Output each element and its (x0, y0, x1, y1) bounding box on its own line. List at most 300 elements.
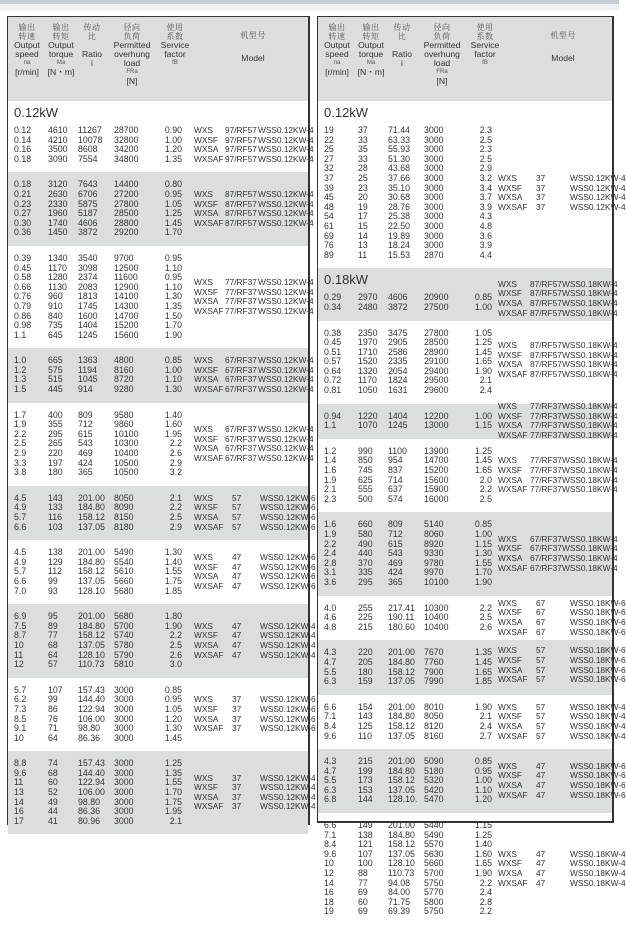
cell-output-speed: 8.8 (14, 758, 27, 769)
model-motor: WSS0.12KW-6 (260, 561, 316, 572)
cell-ratio: 110.73 (78, 659, 105, 670)
cell-output-speed: 7.3 (14, 703, 27, 714)
model-motor: WSS0.12KW-6 (260, 521, 316, 532)
header-symbol: na (333, 60, 341, 66)
model-motor: WSS0.12KW-4 (260, 772, 316, 783)
model-series: WXS (194, 355, 213, 366)
cell-ratio: 184.80 (78, 556, 105, 567)
power-rating-heading: 0.12kW (324, 105, 369, 120)
cell-output-torque: 1170 (48, 262, 67, 273)
cell-overhung-load: 28500 (114, 208, 139, 219)
table-group (318, 268, 618, 320)
model-series: WXSA (498, 420, 523, 431)
cell-output-speed: 0.29 (324, 292, 342, 303)
cell-service-factor: 2.5 (169, 639, 182, 650)
cell-overhung-load: 29500 (424, 375, 449, 386)
cell-service-factor: 1.55 (164, 566, 182, 577)
cell-ratio: 615 (388, 538, 403, 549)
cell-service-factor: 1.25 (164, 758, 182, 769)
cell-output-torque: 121 (358, 839, 373, 850)
model-motor: WSS0.12KW-6 (260, 694, 316, 705)
model-series: WXS (498, 701, 517, 712)
table-row (318, 495, 612, 505)
header-col-ratio (388, 23, 416, 68)
cell-output-speed: 1.1 (324, 420, 337, 431)
cell-output-speed: 0.16 (14, 144, 32, 155)
header-cn-label: 输出 转矩 (362, 23, 380, 41)
cell-output-speed: 18 (324, 896, 334, 907)
cell-service-factor: 1.35 (474, 647, 492, 658)
cell-output-torque: 77 (358, 877, 368, 888)
cell-output-speed: 1.4 (324, 455, 337, 466)
cell-output-torque: 199 (358, 765, 373, 776)
cell-overhung-load: 5800 (424, 896, 444, 907)
model-size: 47 (232, 571, 242, 582)
cell-output-torque: 295 (48, 428, 63, 439)
cell-overhung-load: 10500 (114, 457, 139, 468)
model-size: 67/RF37 (225, 384, 257, 395)
cell-overhung-load: 3000 (114, 713, 134, 724)
cell-overhung-load: 3000 (424, 144, 444, 155)
cell-ratio: 55.93 (388, 144, 411, 155)
table-group (318, 101, 626, 268)
cell-output-speed: 2.3 (324, 493, 337, 504)
cell-ratio: 714 (388, 474, 403, 485)
model-motor: WSS0.12KW-4 (258, 144, 314, 155)
header-en-label: Output (14, 40, 40, 50)
cell-output-speed: 0.76 (14, 291, 32, 302)
table-row (318, 907, 612, 917)
model-size: 67/RF37 (225, 374, 257, 385)
table-row (318, 795, 612, 805)
model-series: WXSF (194, 364, 218, 375)
cell-output-torque: 17 (358, 211, 368, 222)
cell-output-torque: 143 (358, 711, 373, 722)
cell-output-speed: 0.30 (14, 217, 32, 228)
cell-overhung-load: 9860 (114, 419, 134, 430)
cell-output-torque: 2480 (358, 301, 378, 312)
cell-ratio: 144.40 (78, 767, 105, 778)
model-motor: WSS0.12KW-6 (260, 512, 316, 522)
model-size: 37 (536, 192, 546, 203)
model-motor: WSS0.12KW-6 (260, 551, 316, 562)
model-series: WXSA (194, 208, 219, 219)
cell-overhung-load: 5180 (424, 765, 444, 776)
cell-output-speed: 9.1 (14, 723, 27, 734)
cell-ratio: 1600 (78, 310, 98, 321)
model-size: 67/RF37 (225, 364, 257, 375)
cell-ratio: 28.76 (388, 201, 411, 212)
table-group (8, 678, 316, 752)
cell-output-torque: 35 (358, 144, 368, 155)
cell-output-torque: 745 (358, 465, 373, 476)
model-size: 57 (536, 674, 546, 685)
cell-overhung-load: 15600 (424, 474, 449, 485)
cell-output-torque: 500 (358, 493, 373, 504)
cell-output-speed: 0.98 (14, 320, 32, 331)
model-motor: WSS0.18KW-6 (570, 626, 626, 637)
cell-output-torque: 64 (48, 649, 58, 660)
model-series: WXS (498, 848, 517, 859)
model-series: WXS (498, 597, 517, 608)
cell-output-speed: 0.86 (14, 310, 32, 321)
cell-output-speed: 0.72 (324, 375, 342, 386)
model-size: 57 (232, 512, 242, 522)
cell-output-speed: 61 (324, 220, 334, 231)
header-col-model (208, 31, 298, 63)
model-size: 47 (536, 858, 546, 869)
header-en-label: speed (325, 49, 349, 59)
cell-ratio: 158.12 (388, 720, 415, 731)
cell-ratio: 158.12 (78, 512, 105, 522)
cell-service-factor: 1.15 (474, 820, 492, 831)
cell-output-speed: 6.6 (324, 701, 337, 712)
cell-overhung-load: 27800 (424, 327, 449, 338)
cell-service-factor: 2.2 (169, 630, 182, 641)
cell-service-factor: 1.35 (164, 767, 182, 778)
cell-output-torque: 1220 (358, 410, 378, 421)
cell-service-factor: 1.05 (164, 198, 182, 209)
cell-output-torque: 68 (48, 639, 58, 650)
cell-ratio: 128.10 (78, 649, 105, 660)
table-row (8, 228, 308, 238)
cell-output-speed: 8.4 (324, 839, 337, 850)
cell-service-factor: 1.50 (164, 310, 182, 321)
model-motor: WSS0.18KW-4 (562, 465, 618, 476)
cell-ratio: 1404 (78, 320, 98, 331)
cell-output-torque: 1050 (358, 385, 378, 396)
cell-ratio: 1194 (78, 364, 97, 375)
cell-overhung-load: 5680 (114, 611, 134, 622)
model-size: 77/RF37 (225, 296, 257, 307)
cell-ratio: 15.53 (388, 249, 411, 260)
cell-service-factor: 1.45 (474, 346, 492, 357)
model-series: WXSA (194, 443, 219, 454)
cell-ratio: 201.00 (388, 820, 415, 831)
model-series: WXSAF (498, 429, 528, 440)
cell-output-torque: 4210 (48, 134, 68, 145)
cell-output-torque: 44 (48, 806, 58, 817)
cell-output-speed: 4.9 (14, 556, 27, 567)
cell-output-torque: 225 (358, 612, 373, 623)
cell-ratio: 19.89 (388, 230, 411, 241)
cell-output-torque: 220 (48, 448, 63, 459)
model-size: 47 (232, 580, 242, 591)
cell-ratio: 18.24 (388, 240, 411, 251)
cell-overhung-load: 13900 (424, 445, 449, 456)
model-motor: WSS0.18KW-4 (562, 552, 618, 563)
cell-output-torque: 355 (48, 419, 63, 430)
cell-output-speed: 0.39 (14, 252, 32, 263)
header-en-label: Model (551, 53, 575, 63)
cell-ratio: 954 (388, 455, 403, 466)
cell-output-torque: 25 (358, 172, 368, 183)
cell-ratio: 8608 (78, 144, 98, 155)
cell-ratio: 574 (388, 493, 403, 504)
cell-service-factor: 1.70 (164, 227, 182, 238)
cell-service-factor: 1.35 (164, 300, 182, 311)
model-motor: WSS0.18KW-4 (562, 533, 618, 544)
cell-output-speed: 8.4 (324, 720, 337, 731)
cell-output-speed: 0.18 (14, 153, 32, 164)
model-series: WXSA (498, 780, 523, 791)
cell-service-factor: 0.95 (164, 188, 182, 199)
cell-output-speed: 14 (324, 877, 334, 888)
model-size: 77/RF37 (530, 401, 562, 412)
model-motor: WSS0.18KW-4 (562, 401, 618, 412)
cell-output-torque: 69 (358, 887, 368, 898)
header-symbol: fB (482, 60, 488, 66)
cell-output-torque: 15 (358, 220, 368, 231)
cell-service-factor: 1.90 (164, 620, 182, 631)
header-en-label: Ratio (391, 49, 413, 59)
cell-ratio: 122.94 (78, 777, 105, 788)
model-size: 57 (536, 664, 546, 675)
model-size: 67/RF37 (225, 355, 257, 366)
model-motor: WSS0.18KW-4 (562, 410, 618, 421)
cell-output-torque: 19 (358, 201, 368, 212)
cell-ratio: 3098 (78, 262, 98, 273)
model-size: 37 (232, 772, 242, 783)
cell-overhung-load: 34200 (114, 144, 139, 155)
model-motor: WSS0.18KW-4 (562, 484, 618, 495)
cell-output-speed: 27 (324, 153, 334, 164)
model-size: 67 (536, 616, 546, 627)
cell-ratio: 217.41 (388, 602, 415, 613)
cell-overhung-load: 5320 (424, 775, 444, 786)
cell-output-torque: 445 (48, 384, 63, 395)
cell-ratio: 5187 (78, 208, 98, 219)
cell-service-factor: 1.40 (164, 556, 182, 567)
model-series: WXS (194, 772, 213, 783)
cell-ratio: 201.00 (78, 611, 105, 622)
header-unit: [N] (126, 76, 138, 86)
model-motor: WSS0.18KW-4 (562, 562, 618, 573)
model-motor: WSS0.18KW-6 (570, 607, 626, 618)
model-series: WXSF (498, 770, 522, 781)
cell-service-factor: 1.85 (474, 676, 492, 687)
header-en-label: Service (160, 40, 190, 50)
table-body (8, 101, 316, 834)
cell-overhung-load: 7990 (424, 676, 444, 687)
cell-output-speed: 2.9 (14, 448, 27, 459)
cell-output-speed: 4.7 (324, 765, 337, 776)
cell-output-speed: 10 (14, 639, 24, 650)
model-motor: WSS0.12KW-4 (258, 364, 314, 375)
cell-output-torque: 20 (358, 192, 368, 203)
model-size: 87/RF57 (225, 198, 257, 209)
cell-output-torque: 370 (358, 557, 373, 568)
model-motor: WSS0.12KW-4 (258, 198, 314, 209)
cell-output-speed: 10 (324, 858, 334, 869)
cell-output-torque: 850 (358, 455, 373, 466)
model-motor: WSS0.18KW-4 (562, 339, 618, 350)
cell-service-factor: 3.2 (479, 172, 492, 183)
cell-ratio: 2905 (388, 337, 408, 348)
model-series: WXSA (498, 552, 523, 563)
cell-overhung-load: 5570 (424, 839, 444, 850)
model-series: WXSAF (498, 484, 528, 495)
table-row (8, 331, 308, 341)
model-size: 37 (232, 723, 242, 734)
table-group (318, 640, 626, 694)
cell-overhung-load: 9780 (424, 557, 444, 568)
cell-overhung-load: 14300 (114, 300, 139, 311)
model-motor: WSS0.18KW-4 (570, 877, 626, 888)
model-size: 77/RF37 (225, 276, 257, 287)
cell-overhung-load: 3000 (424, 153, 444, 164)
cell-overhung-load: 5750 (424, 877, 444, 888)
cell-overhung-load: 5610 (114, 566, 134, 577)
model-motor: WSS0.18KW-4 (562, 368, 618, 379)
cell-ratio: 543 (78, 438, 93, 449)
model-size: 47 (536, 760, 546, 771)
model-series: WXSA (194, 713, 219, 724)
model-motor: WSS0.18KW-4 (562, 307, 618, 318)
header-en-label: Output (324, 40, 350, 50)
cell-output-torque: 149 (358, 820, 373, 831)
table-row (8, 468, 308, 478)
cell-overhung-load: 8920 (424, 538, 444, 549)
cell-output-speed: 4.7 (324, 656, 337, 667)
model-series: WXSAF (498, 730, 528, 741)
cell-output-speed: 0.64 (324, 365, 342, 376)
cell-overhung-load: 5780 (114, 639, 134, 650)
model-series: WXSAF (498, 368, 528, 379)
cell-service-factor: 1.35 (164, 153, 182, 164)
header-cn-label: 传动 比 (393, 23, 411, 41)
model-size: 87/RF57 (530, 298, 562, 309)
model-size: 57 (232, 502, 242, 513)
model-series: WXS (498, 645, 517, 656)
model-size: 67 (536, 626, 546, 637)
model-motor: WSS0.18KW-6 (570, 674, 626, 685)
cell-service-factor: 1.25 (474, 829, 492, 840)
table-group (318, 596, 626, 641)
model-series: WXSA (498, 474, 523, 485)
cell-service-factor: 1.55 (474, 557, 492, 568)
cell-overhung-load: 15200 (114, 320, 139, 331)
cell-output-torque: 625 (358, 474, 373, 485)
cell-ratio: 190.11 (388, 612, 415, 623)
model-motor: WSS0.12KW-4 (258, 125, 314, 135)
model-series: WXSF (194, 502, 218, 513)
cell-output-speed: 22 (324, 134, 334, 145)
cell-output-speed: 45 (324, 192, 334, 203)
cell-service-factor: 0.85 (164, 355, 182, 366)
model-motor: WSS0.12KW-6 (260, 713, 316, 724)
cell-output-speed: 7.1 (324, 829, 337, 840)
model-size: 87/RF57 (530, 288, 562, 299)
model-motor: WSS0.12KW-4 (570, 192, 626, 203)
model-motor: WSS0.18KW-4 (570, 730, 626, 741)
cell-output-torque: 575 (48, 364, 63, 375)
model-motor: WSS0.12KW-4 (258, 452, 314, 463)
cell-output-torque: 1740 (48, 217, 68, 228)
header-en-label: Permitted (423, 40, 461, 50)
header-cn-label: 径向 负荷 (433, 23, 451, 41)
model-series: WXSA (194, 144, 219, 155)
cell-output-speed: 3.3 (14, 457, 27, 468)
cell-service-factor: 2.0 (479, 474, 492, 485)
cell-service-factor: 1.65 (474, 356, 492, 367)
top-bar-shadow (0, 4, 619, 10)
model-size: 57 (536, 730, 546, 741)
cell-overhung-load: 10400 (114, 448, 139, 459)
header-en-label: load (433, 58, 451, 68)
table-group (8, 101, 314, 172)
cell-overhung-load: 28900 (424, 346, 449, 357)
cell-overhung-load: 8090 (114, 502, 134, 513)
cell-service-factor: 0.95 (164, 694, 182, 705)
cell-ratio: 94.08 (388, 877, 411, 888)
model-series: WXSF (498, 410, 522, 421)
cell-overhung-load: 3000 (424, 201, 444, 212)
cell-service-factor: 2.5 (479, 612, 492, 623)
model-series: WXSAF (194, 153, 224, 164)
cell-overhung-load: 8050 (424, 711, 444, 722)
model-series: WXSA (498, 616, 523, 627)
cell-output-speed: 0.18 (14, 179, 32, 190)
cell-service-factor: 1.45 (474, 656, 492, 667)
cell-overhung-load: 8720 (114, 374, 134, 385)
cell-output-torque: 99 (48, 575, 58, 586)
model-size: 37 (232, 782, 242, 793)
cell-overhung-load: 9700 (114, 252, 134, 263)
cell-ratio: 1404 (388, 410, 408, 421)
model-size: 57 (536, 711, 546, 722)
model-series: WXSA (194, 639, 219, 650)
header-symbol: FRa (436, 69, 448, 75)
cell-service-factor: 1.25 (474, 445, 492, 456)
cell-service-factor: 0.85 (474, 519, 492, 530)
cell-ratio: 106.00 (78, 713, 105, 724)
cell-output-speed: 8.7 (14, 630, 27, 641)
cell-output-torque: 1450 (48, 227, 68, 238)
model-series: WXSF (194, 630, 218, 641)
cell-overhung-load: 3000 (114, 703, 134, 714)
model-series: WXSA (194, 374, 219, 385)
cell-overhung-load: 10300 (424, 602, 449, 613)
model-size: 47 (232, 639, 242, 650)
model-size: 37 (232, 713, 242, 724)
cell-overhung-load: 14100 (114, 291, 139, 302)
cell-service-factor: 1.20 (164, 144, 182, 155)
model-size: 87/RF57 (225, 208, 257, 219)
model-size: 87/RF57 (225, 188, 257, 199)
model-size: 87/RF57 (530, 368, 562, 379)
cell-overhung-load: 3000 (424, 134, 444, 145)
cell-service-factor: 1.90 (164, 329, 182, 340)
cell-output-torque: 110 (358, 730, 373, 741)
cell-service-factor: 2.5 (169, 512, 182, 522)
model-motor: WSS0.12KW-4 (258, 208, 314, 219)
cell-output-torque: 215 (358, 756, 373, 767)
header-unit: i (401, 58, 403, 68)
cell-service-factor: 2.1 (479, 375, 492, 386)
model-size: 37 (232, 694, 242, 705)
model-size: 87/RF57 (530, 349, 562, 360)
model-size: 47 (536, 868, 546, 879)
cell-output-speed: 69 (324, 230, 334, 241)
cell-output-torque: 125 (358, 720, 373, 731)
cell-service-factor: 2.1 (479, 711, 492, 722)
cell-service-factor: 1.75 (164, 575, 182, 586)
model-size: 37 (232, 801, 242, 812)
cell-output-speed: 6.6 (324, 820, 337, 831)
cell-service-factor: 1.70 (164, 787, 182, 798)
table-group (8, 540, 316, 604)
